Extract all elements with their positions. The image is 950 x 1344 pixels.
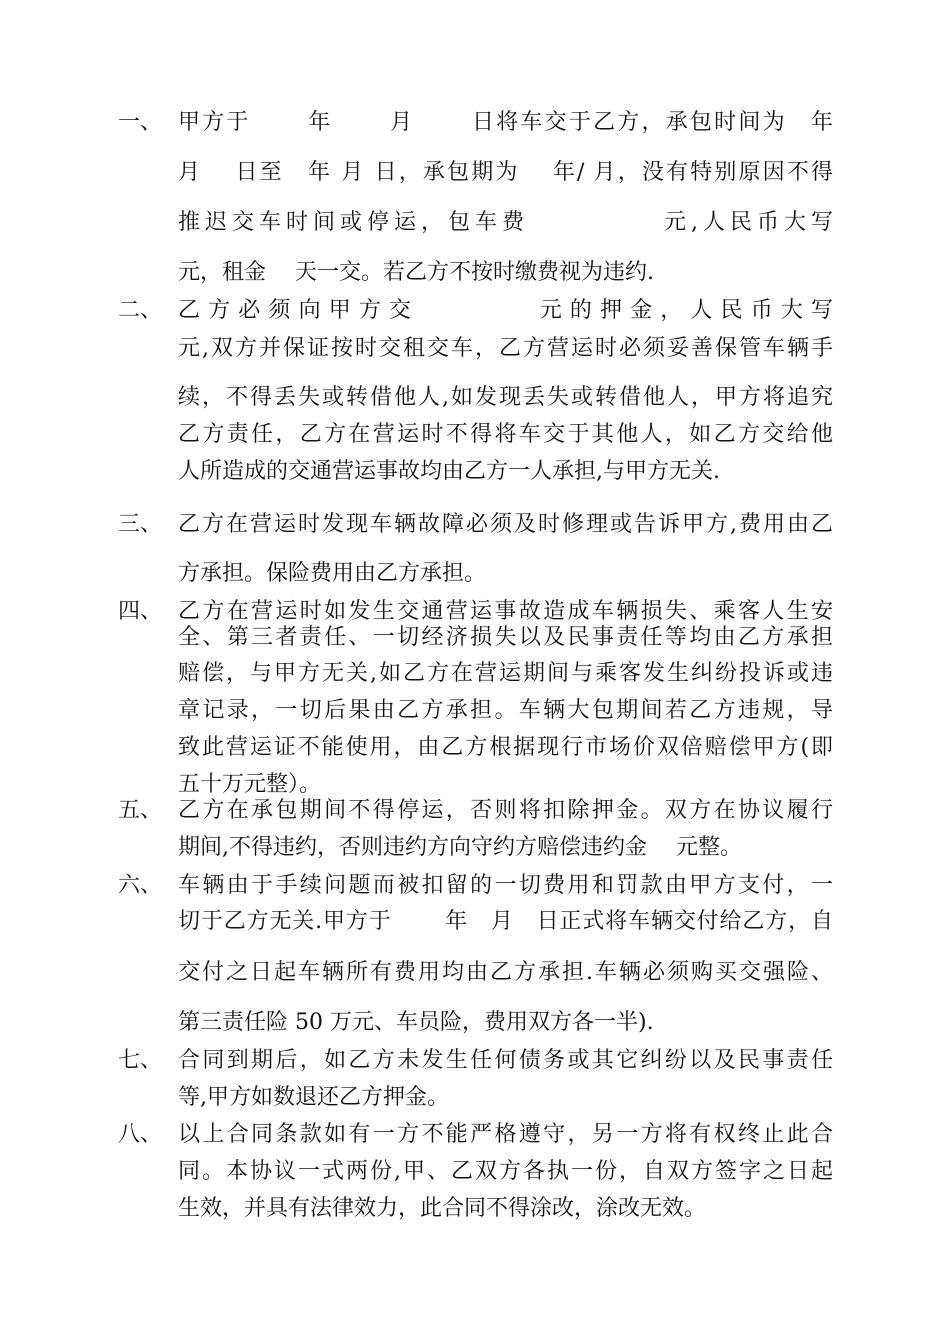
clause-line: 乙方在营运时如发生交通营运事故造成车辆损失、乘客人生安 — [178, 599, 833, 624]
clause-line: 生效，并具有法律效力，此合同不得涂改，涂改无效。 — [178, 1196, 707, 1221]
clause-line: 以上合同条款如有一方不能严格遵守，另一方将有权终止此合 — [178, 1122, 833, 1147]
clause-line: 五十万元整）。 — [178, 772, 322, 797]
clause-number: 一、 — [118, 110, 163, 135]
clause-line: 车辆由于手续问题而被扣留的一切费用和罚款由甲方支付，一 — [178, 873, 833, 898]
clause-number: 五、 — [118, 798, 163, 823]
clause-line: 乙方在营运时发现车辆故障必须及时修理或告诉甲方,费用由乙 — [178, 512, 833, 537]
clause-line: 月 日至 年 月 日，承包期为 年/ 月，没有特别原因不得 — [178, 160, 833, 185]
clause-number: 七、 — [118, 1048, 163, 1073]
clause-line: 切于乙方无关.甲方于 年 月 日正式将车辆交付给乙方，自 — [178, 909, 833, 934]
clause-line: 全、第三者责任、一切经济损失以及民事责任等均由乙方承担 — [178, 625, 833, 650]
clause-line: 元，租金 天一交。若乙方不按时缴费视为违约. — [178, 260, 654, 285]
clause-number: 四、 — [118, 599, 163, 624]
clause-line: 人所造成的交通营运事故均由乙方一人承担,与甲方无关. — [178, 459, 720, 484]
clause-number: 八、 — [118, 1122, 163, 1147]
clause-line: 第三责任险 50 万元、车员险，费用双方各一半). — [178, 1010, 654, 1035]
clause-line: 乙方责任，乙方在营运时不得将车交于其他人，如乙方交给他 — [178, 422, 833, 447]
clause-line: 元,双方并保证按时交租交车，乙方营运时必须妥善保管车辆手 — [178, 336, 833, 361]
clause-line: 合同到期后，如乙方未发生任何债务或其它纠纷以及民事责任 — [178, 1048, 833, 1073]
clause-line: 章记录，一切后果由乙方承担。车辆大包期间若乙方违规，导 — [178, 698, 833, 723]
clause-number: 二、 — [118, 298, 163, 323]
clause-line: 推迟交车时间或停运，包车费 元,人民币大写 — [178, 210, 833, 235]
clause-line: 甲方于 年 月 日将车交于乙方，承包时间为 年 — [178, 110, 833, 135]
clause-line: 赔偿，与甲方无关,如乙方在营运期间与乘客发生纠纷投诉或违 — [178, 661, 833, 686]
clause-line: 致此营运证不能使用，由乙方根据现行市场价双倍赔偿甲方(即 — [178, 735, 833, 760]
clause-line: 乙方在承包期间不得停运，否则将扣除押金。双方在协议履行 — [178, 798, 833, 823]
clause-number: 六、 — [118, 873, 163, 898]
clause-line: 交付之日起车辆所有费用均由乙方承担.车辆必须购买交强险、 — [178, 960, 833, 985]
clause-line: 等,甲方如数退还乙方押金。 — [178, 1085, 449, 1110]
clause-line: 方承担。保险费用由乙方承担。 — [178, 561, 487, 586]
clause-line: 期间,不得违约，否则违约方向守约方赔偿违约金 元整。 — [178, 835, 742, 860]
clause-line: 乙方必须向甲方交 元的押金，人民币大写 — [178, 298, 833, 323]
clause-line: 同。本协议一式两份,甲、乙双方各执一份，自双方签字之日起 — [178, 1159, 833, 1184]
clause-number: 三、 — [118, 512, 163, 537]
clause-line: 续，不得丢失或转借他人,如发现丢失或转借他人，甲方将追究 — [178, 385, 833, 410]
